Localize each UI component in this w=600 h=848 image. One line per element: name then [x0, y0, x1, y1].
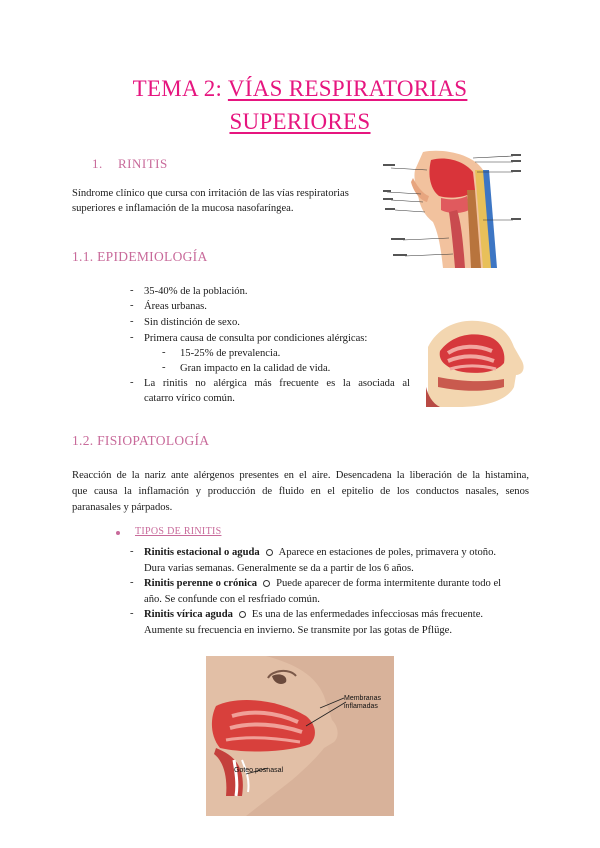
tipo-item-3: [144, 607, 483, 623]
label-membranas-line-1: Membranas: [344, 695, 381, 702]
page-title: [0, 76, 600, 102]
fisiopatologia-line-1: Reacción de la nariz ante alérgenos presentes en el aire. Desencadena la liberación de la histamina,: [72, 470, 529, 481]
section-heading-rinitis: [92, 156, 168, 172]
section-title: RINITIS: [118, 156, 168, 171]
sublist-dash: -: [162, 362, 166, 373]
tipo-item-2: [144, 576, 501, 592]
list-dash: -: [130, 577, 134, 588]
sublist-item: 15-25% de prevalencia.: [180, 348, 281, 359]
circle-bullet-icon: [263, 580, 270, 587]
fisiopatologia-line-3: paranasales y párpados.: [72, 502, 173, 513]
intro-line-1: Síndrome clínico que cursa con irritación de las vías respiratorias: [72, 188, 349, 199]
tipo-name: Rinitis perenne o crónica: [144, 578, 258, 589]
intro-line-2: superiores e inflamación de la mucosa nasofaríngea.: [72, 203, 294, 214]
tipo-name: Rinitis vírica aguda: [144, 609, 233, 620]
circle-bullet-icon: [266, 549, 273, 556]
title-prefix: TEMA 2:: [132, 76, 223, 101]
list-item: Sin distinción de sexo.: [144, 317, 240, 328]
tipo-desc-line-2: Dura varias semanas. Generalmente se da a partir de los 6 años.: [144, 563, 414, 574]
sublist-dash: -: [162, 347, 166, 358]
list-dash: -: [130, 316, 134, 327]
list-item: Áreas urbanas.: [144, 301, 207, 312]
list-dash: -: [130, 546, 134, 557]
tipo-desc-line-1: Es una de las enfermedades infecciosas más frecuente.: [251, 609, 484, 620]
section-number: 1.: [92, 156, 103, 171]
tipo-item-1: [144, 545, 496, 561]
list-item: La rinitis no alérgica más frecuente es la asociada al: [144, 378, 410, 389]
list-item: 35-40% de la población.: [144, 286, 248, 297]
tipo-desc-line-1: Aparece en estaciones de poles, primavera y otoño.: [278, 547, 497, 558]
list-dash: -: [130, 377, 134, 388]
inflamed-membranes-illustration: [206, 656, 394, 816]
label-membranas-line-2: inflamadas: [344, 703, 378, 710]
figure-label-goteo: Goteo posnasal: [234, 767, 284, 774]
tipo-desc-line-1: Puede aparecer de forma intermitente durante todo el: [276, 578, 502, 589]
nasal-cavity-figure: [418, 317, 528, 409]
page-title-line-2: [0, 109, 600, 135]
tipos-heading: TIPOS DE RINITIS: [135, 526, 222, 537]
list-dash: -: [130, 300, 134, 311]
fisiopatologia-line-2: que causa la inflamación y producción de fluido en el epitelio de los conductos nasales, senos: [72, 486, 529, 497]
figure-label-membranas: [344, 695, 381, 711]
tipo-name: Rinitis estacional o aguda: [144, 547, 260, 558]
list-item-continuation: catarro vírico común.: [144, 393, 235, 404]
inflamed-membranes-figure: [206, 656, 394, 816]
list-dash: -: [130, 285, 134, 296]
subsection-heading-epidemiologia: 1.1. EPIDEMIOLOGÍA: [72, 249, 208, 264]
subsection-heading-fisiopatologia: 1.2. FISIOPATOLOGÍA: [72, 433, 210, 448]
head-sagittal-section-figure: [383, 150, 523, 268]
list-dash: -: [130, 332, 134, 343]
title-line-2: SUPERIORES: [229, 109, 371, 134]
list-item: Primera causa de consulta por condiciones alérgicas:: [144, 333, 368, 344]
sublist-item: Gran impacto en la calidad de vida.: [180, 363, 331, 374]
tipo-desc-line-2: Aumente su frecuencia en invierno. Se transmite por las gotas de Pflüge.: [144, 625, 453, 636]
list-dash: -: [130, 608, 134, 619]
circle-bullet-icon: [239, 611, 246, 618]
tipo-desc-line-2: año. Se confunde con el resfriado común.: [144, 594, 320, 605]
bullet-dot: [116, 531, 120, 535]
title-line-1: VÍAS RESPIRATORIAS: [227, 76, 468, 101]
